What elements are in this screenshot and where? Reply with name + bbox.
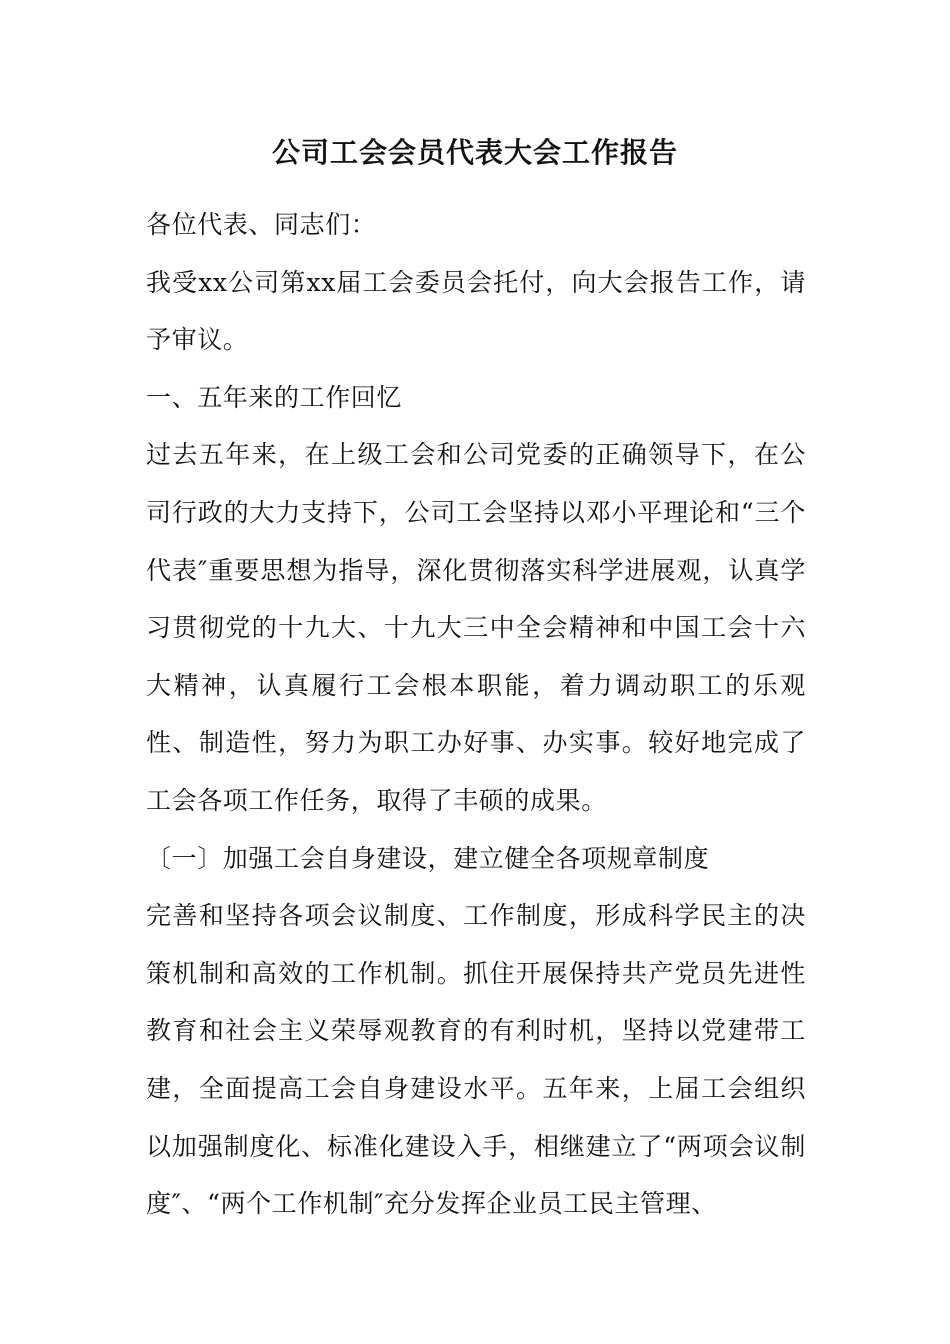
subsection-heading: 〔一〕加强工会自身建设，建立健全各项规章制度: [146, 843, 710, 873]
section-heading: 一、五年来的工作回忆: [146, 382, 403, 412]
document-body: [146, 196, 806, 1233]
opening-paragraph: 我受xx公司第xx届工会委员会托付，向大会报告工作，请予审议。: [146, 267, 806, 355]
salutation: 各位代表、同志们：: [146, 210, 377, 239]
body-paragraph: 完善和坚持各项会议制度、工作制度，形成科学民主的决策机制和高效的工作机制。抓住开展保持共产党员先进性教育和社会主义荣辱观教育的有利时机，坚持以党建带工建，全面提高工会自身建设水平。五年来，上届工会组织以加强制度化、标准化建设入手，相继建立了“两项会议制度″、“两个工作机制″充分发挥企业员工民主管理、: [146, 901, 806, 1219]
document-title: 公司工会会员代表大会工作报告: [271, 136, 678, 169]
body-paragraph: 过去五年来，在上级工会和公司党委的正确领导下，在公司行政的大力支持下，公司工会坚持以邓小平理论和“三个代表″重要思想为指导，深化贯彻落实科学进展观，认真学习贯彻党的十九大、十九大三中全会精神和中国工会十六大精神，认真履行工会根本职能，着力调动职工的乐观性、制造性，努力为职工办好事、办实事。较好地完成了工会各项工作任务，取得了丰硕的成果。: [146, 440, 806, 815]
